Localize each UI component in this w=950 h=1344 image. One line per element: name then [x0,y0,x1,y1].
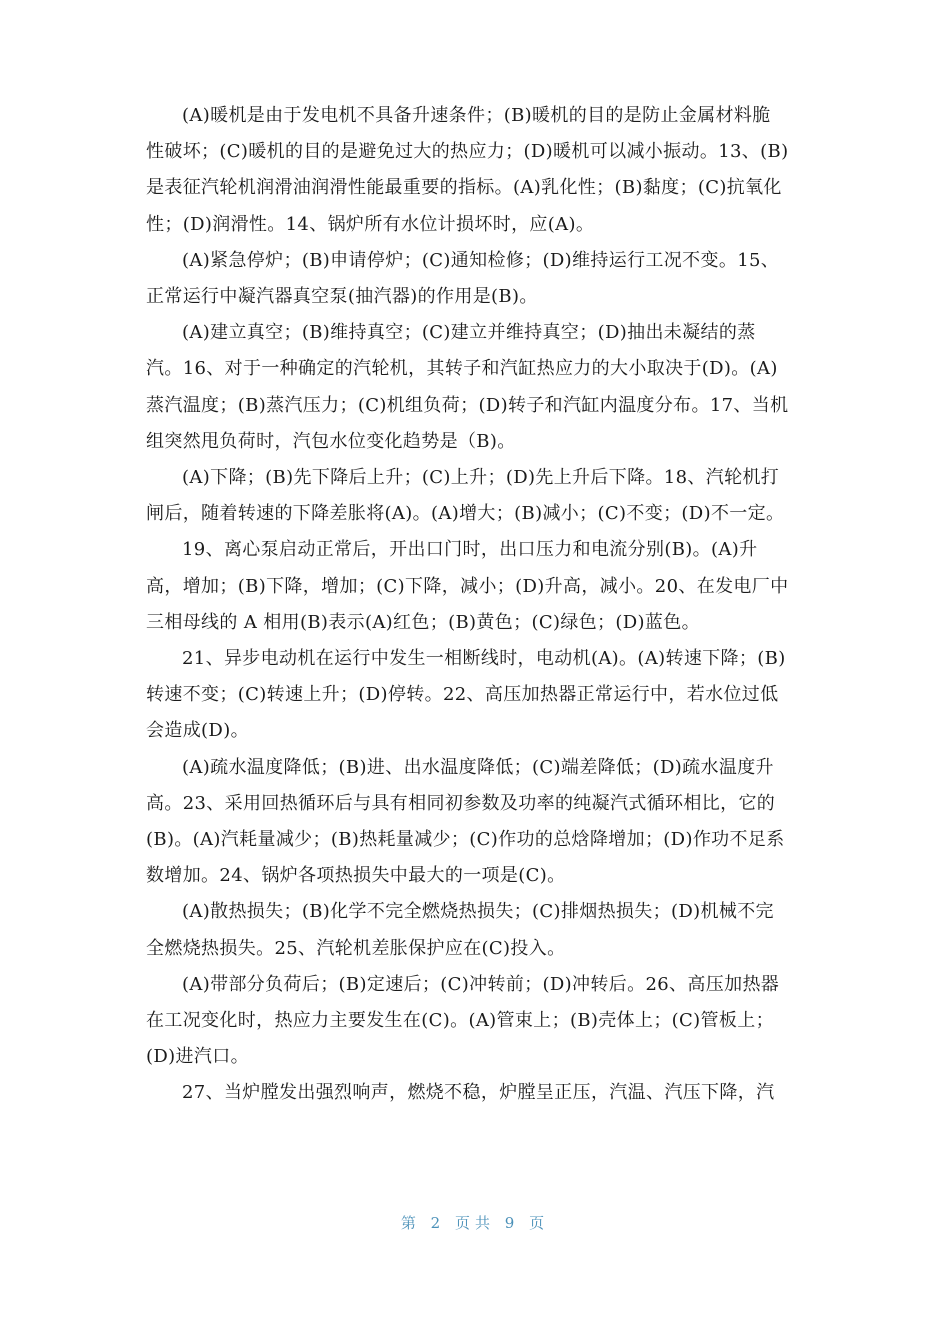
paragraph [146,532,808,641]
text-line: (A)疏水温度降低；(B)进、出水温度降低；(C)端差降低；(D)疏水温度升 [182,756,774,778]
text-line: (A)带部分负荷后；(B)定速后；(C)冲转前；(D)冲转后。26、高压加热器 [182,973,780,995]
text-line: 在工况变化时，热应力主要发生在(C)。(A)管束上；(B)壳体上；(C)管板上； [146,1010,774,1032]
text-line: 高。23、采用回热循环后与具有相同初参数及功率的纯凝汽式循环相比，它的 [146,792,776,814]
text-line: 数增加。24、锅炉各项热损失中最大的一项是(C)。 [146,865,566,887]
text-line: 21、异步电动机在运行中发生一相断线时，电动机(A)。(A)转速下降；(B) [182,648,786,670]
text-line: (B)。(A)汽耗量减少；(B)热耗量减少；(C)作功的总焓降增加；(D)作功不足系 [146,829,785,851]
text-line: 会造成(D)。 [146,720,249,742]
text-line: 是表征汽轮机润滑油润滑性能最重要的指标。(A)乳化性；(B)黏度；(C)抗氧化 [146,177,782,199]
paragraph [146,315,808,460]
page-number-footer: 第 2 页共 9 页 [400,1214,550,1232]
text-line: 高，增加；(B)下降，增加；(C)下降，减小；(D)升高，减小。20、在发电厂中 [146,575,789,597]
text-line: (A)散热损失；(B)化学不完全燃烧热损失；(C)排烟热损失；(D)机械不完 [182,901,774,923]
text-line: (A)下降；(B)先下降后上升；(C)上升；(D)先上升后下降。18、汽轮机打 [182,467,780,489]
text-line: 27、当炉膛发出强烈响声，燃烧不稳，炉膛呈正压，汽温、汽压下降，汽 [182,1082,775,1104]
text-line: 蒸汽温度；(B)蒸汽压力；(C)机组负荷；(D)转子和汽缸内温度分布。17、当机 [146,394,789,416]
text-line: (A)紧急停炉；(B)申请停炉；(C)通知检修；(D)维持运行工况不变。15、 [182,249,780,271]
paragraph [146,98,808,243]
text-line: (D)进汽口。 [146,1046,249,1068]
text-line: 汽。16、对于一种确定的汽轮机，其转子和汽缸热应力的大小取决于(D)。(A) [146,358,778,380]
text-line: 闸后，随着转速的下降差胀将(A)。(A)增大；(B)减小；(C)不变；(D)不一定。 [146,503,785,525]
text-line: 转速不变；(C)转速上升；(D)停转。22、高压加热器正常运行中，若水位过低 [146,684,779,706]
text-line: 正常运行中凝汽器真空泵(抽汽器)的作用是(B)。 [146,286,538,308]
paragraph [146,641,808,750]
text-line: (A)建立真空；(B)维持真空；(C)建立并维持真空；(D)抽出未凝结的蒸 [182,322,756,344]
text-line: 组突然甩负荷时，汽包水位变化趋势是（B)。 [146,430,516,452]
paragraph [146,750,808,895]
paragraph [146,894,808,966]
paragraph [146,1075,808,1111]
text-line: (A)暖机是由于发电机不具备升速条件；(B)暖机的目的是防止金属材料脆 [182,105,771,126]
text-line: 19、离心泵启动正常后，开出口门时，出口压力和电流分别(B)。(A)升 [182,539,758,561]
text-line: 三相母线的 A 相用(B)表示(A)红色；(B)黄色；(C)绿色；(D)蓝色。 [146,611,700,633]
paragraph [146,967,808,1076]
paragraph [146,460,808,532]
text-line: 性；(D)润滑性。14、锅炉所有水位计损坏时，应(A)。 [146,213,595,235]
paragraph [146,243,808,315]
text-line: 性破坏；(C)暖机的目的是避免过大的热应力；(D)暖机可以减小振动。13、(B) [146,141,789,163]
text-line: 全燃烧热损失。25、汽轮机差胀保护应在(C)投入。 [146,937,566,959]
document-body [146,98,808,1112]
